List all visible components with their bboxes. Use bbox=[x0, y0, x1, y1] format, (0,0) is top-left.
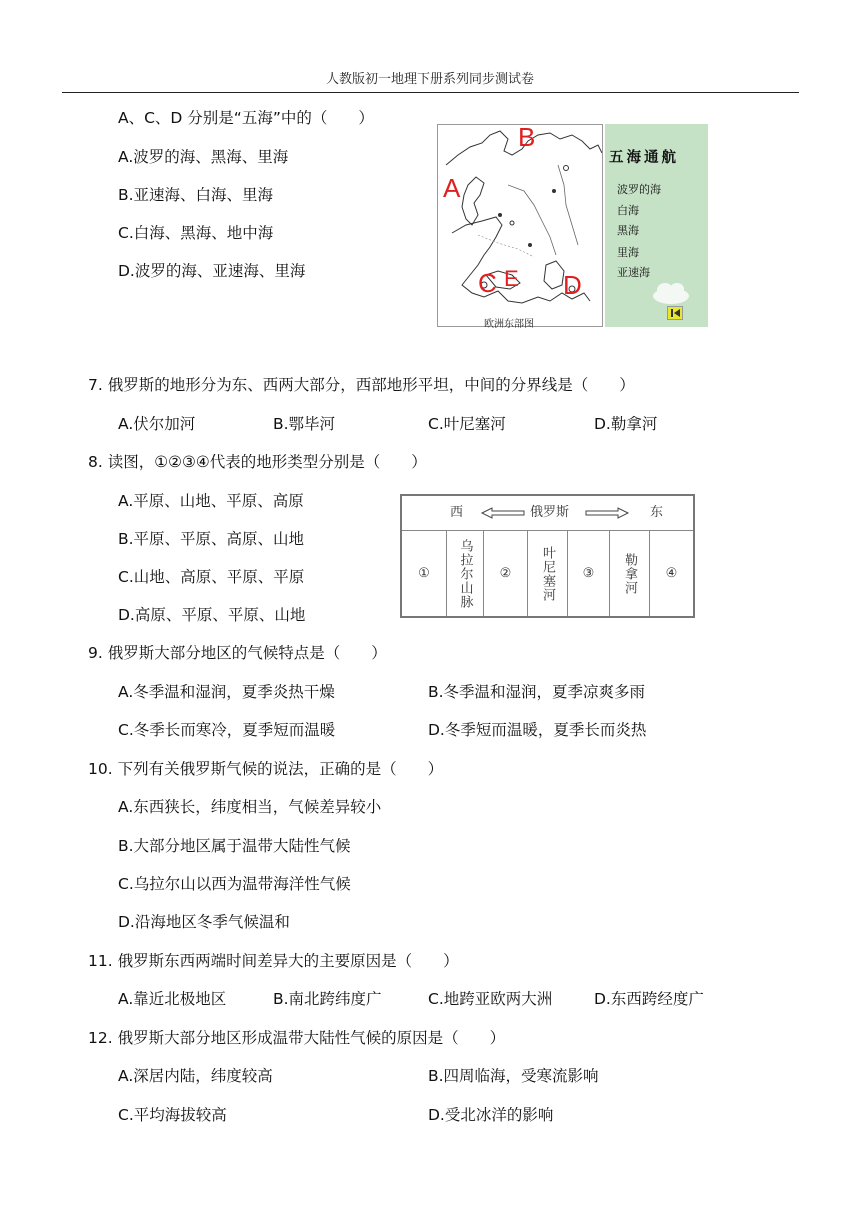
q11-option-d[interactable]: D.东西跨经度广 bbox=[594, 990, 704, 1008]
eastern-europe-map-figure bbox=[437, 122, 708, 330]
q11-option-c[interactable]: C.地跨亚欧两大洲 bbox=[428, 990, 553, 1008]
terrain-table-header bbox=[402, 496, 693, 531]
q12-option-a[interactable]: A.深居内陆，纬度较高 bbox=[118, 1067, 273, 1085]
q9-option-c[interactable]: C.冬季长而寒冷，夏季短而温暖 bbox=[118, 721, 336, 739]
arrow-left-icon bbox=[480, 507, 526, 519]
map-letter-e: E bbox=[504, 266, 519, 291]
q8-option-c[interactable]: C.山地、高原、平原、平原 bbox=[118, 568, 305, 586]
q9-stem: 9. 俄罗斯大部分地区的气候特点是（ ） bbox=[88, 644, 387, 662]
q12-option-b[interactable]: B.四周临海，受寒流影响 bbox=[428, 1067, 599, 1085]
panel-title: 五海通航 bbox=[609, 149, 679, 166]
panel-item-azov: 亚速海 bbox=[617, 266, 650, 279]
table-country-label: 俄罗斯 bbox=[530, 505, 570, 520]
q8-option-a[interactable]: A.平原、山地、平原、高原 bbox=[118, 492, 304, 510]
back-to-start-icon bbox=[667, 306, 683, 320]
q8-option-d[interactable]: D.高原、平原、平原、山地 bbox=[118, 606, 306, 624]
map-letter-d: D bbox=[563, 270, 582, 300]
five-seas-panel bbox=[605, 124, 708, 327]
ship-icon bbox=[651, 280, 691, 306]
arrow-right-icon bbox=[584, 507, 630, 519]
map-letter-a: A bbox=[443, 173, 461, 203]
q8-stem: 8. 读图，①②③④代表的地形类型分别是（ ） bbox=[88, 453, 427, 471]
q12-option-c[interactable]: C.平均海拔较高 bbox=[118, 1106, 227, 1124]
q10-option-b[interactable]: B.大部分地区属于温带大陆性气候 bbox=[118, 837, 351, 855]
q6-option-c[interactable]: C.白海、黑海、地中海 bbox=[118, 224, 274, 242]
q7-option-b[interactable]: B.鄂毕河 bbox=[273, 415, 336, 433]
q7-option-d[interactable]: D.勒拿河 bbox=[594, 415, 658, 433]
page-header: 人教版初一地理下册系列同步测试卷 bbox=[325, 72, 534, 87]
q9-option-a[interactable]: A.冬季温和湿润，夏季炎热干燥 bbox=[118, 683, 335, 701]
q6-stem: A、C、D 分别是“五海”中的（ ） bbox=[118, 109, 374, 127]
q6-option-b[interactable]: B.亚速海、白海、里海 bbox=[118, 186, 274, 204]
panel-item-caspian: 里海 bbox=[617, 246, 639, 259]
q9-option-d[interactable]: D.冬季短而温暖，夏季长而炎热 bbox=[428, 721, 647, 739]
panel-item-black-sea: 黑海 bbox=[617, 224, 639, 237]
header-rule bbox=[62, 92, 799, 93]
terrain-cell-3: ③ bbox=[568, 531, 610, 616]
q11-stem: 11. 俄罗斯东西两端时间差异大的主要原因是（ ） bbox=[88, 952, 459, 970]
q11-option-a[interactable]: A.靠近北极地区 bbox=[118, 990, 227, 1008]
terrain-cell-4: ④ bbox=[665, 566, 678, 581]
q11-option-b[interactable]: B.南北跨纬度广 bbox=[273, 990, 382, 1008]
q7-option-a[interactable]: A.伏尔加河 bbox=[118, 415, 196, 433]
map-letter-c: C bbox=[478, 268, 497, 298]
terrain-table-figure bbox=[400, 494, 695, 618]
map-area bbox=[437, 122, 603, 330]
terrain-cell-lena: 勒拿河 bbox=[610, 531, 650, 616]
q8-option-b[interactable]: B.平原、平原、高原、山地 bbox=[118, 530, 305, 548]
terrain-cell-1: ① bbox=[402, 531, 447, 616]
q6-option-d[interactable]: D.波罗的海、亚速海、里海 bbox=[118, 262, 306, 280]
q9-option-b[interactable]: B.冬季温和湿润，夏季凉爽多雨 bbox=[428, 683, 646, 701]
table-east-label: 东 bbox=[650, 505, 664, 520]
q6-option-a[interactable]: A.波罗的海、黑海、里海 bbox=[118, 148, 289, 166]
q7-option-c[interactable]: C.叶尼塞河 bbox=[428, 415, 506, 433]
q10-option-c[interactable]: C.乌拉尔山以西为温带海洋性气候 bbox=[118, 875, 351, 893]
terrain-cell-ural: 乌拉尔山脉 bbox=[447, 531, 484, 616]
panel-item-white-sea: 白海 bbox=[617, 204, 639, 217]
q12-stem: 12. 俄罗斯大部分地区形成温带大陆性气候的原因是（ ） bbox=[88, 1029, 506, 1047]
table-west-label: 西 bbox=[450, 505, 464, 520]
q10-option-a[interactable]: A.东西狭长，纬度相当，气候差异较小 bbox=[118, 798, 382, 816]
panel-item-baltic: 波罗的海 bbox=[617, 183, 661, 196]
q10-option-d[interactable]: D.沿海地区冬季气候温和 bbox=[118, 913, 290, 931]
q10-stem: 10. 下列有关俄罗斯气候的说法，正确的是（ ） bbox=[88, 760, 444, 778]
map-letter-b: B bbox=[518, 122, 536, 152]
terrain-cell-yenisei: 叶尼塞河 bbox=[528, 531, 568, 616]
q12-option-d[interactable]: D.受北冰洋的影响 bbox=[428, 1106, 554, 1124]
map-caption: 欧洲东部图 bbox=[484, 319, 534, 330]
q7-stem: 7. 俄罗斯的地形分为东、西两大部分，西部地形平坦，中间的分界线是（ ） bbox=[88, 376, 635, 394]
terrain-cell-2: ② bbox=[484, 531, 528, 616]
